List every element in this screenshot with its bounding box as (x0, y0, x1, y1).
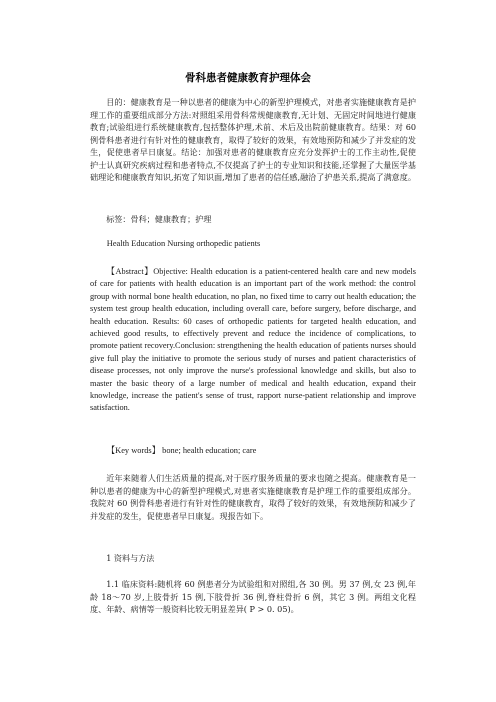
section-1-1-paragraph: 1.1 临床资料:随机将 60 例患者分为试验组和对照组,各 30 例。男 37 例,女 23 例,年龄 18～70 岁,上肢骨折 15 例,下肢骨折 36 例,脊柱骨折 6 例，其它 3 例。两组文化程度、年龄、病情等一般资料比较无明显差异( P > 0. 05)。 (90, 579, 416, 614)
introduction-paragraph: 近年来随着人们生活质量的提高,对于医疗服务质量的要求也随之提高。健康教育是一种以患者的健康为中心的新型护理模式,对患者实施健康教育是护理工作的重要组成部分。我院对 60 例骨科患者进行有针对性的健康教育，取得了较好的效果，有效地预防和减少了并发症的发生，促使患者早日康复。现报告如下。 (90, 473, 416, 521)
abstract-chinese: 目的：健康教育是一种以患者的健康为中心的新型护理模式，对患者实施健康教育是护理工作的重要组成部分方法:对照组采用骨科常规健康教育,无计划、无固定时间地进行健康教育;试验组进行系统健康教育,包括整体护理,术前、术后及出院前健康教育。结果：对 60 例骨科患者进行有针对性的健康教育，取得了较好的效果，有效地预防和减少了并发症的发生，促使患者早日康复。结论：加强对患者的健康教育应充分发挥护士的工作主动性,促使护士认真研究疾病过程和患者特点,不仅提高了护士的专业知识和技能,还掌握了大量医学基础理论和健康教育知识,拓宽了知识面,增加了患者的信任感,融洽了护患关系,提高了满意度。 (90, 97, 416, 182)
section-heading-1: 1 资料与方法 (106, 553, 155, 563)
keywords-chinese: 标签：骨科；健康教育；护理 (106, 214, 212, 224)
english-title: Health Education Nursing orthopedic patients (106, 239, 261, 248)
abstract-english: 【Abstract】Objective: Health education is a patient-centered health care and new models of care for patients with health education is an important part of the work method: the control group with normal bone health education, no plan, no fixed time to carry out health education; the system test group health education, including overall care, before surgery, before discharge, and health education. Results: 60 cases of orthopedic patients for targeted health education, and achieved good results, to effectively prevent and reduce the incidence of complications, to promote patient recovery.Conclusion: strengthening the health education of patients nurses should give full play the initiative to promote the serious study of nurses and patient characteristics of disease processes, not only improve the nurse's professional knowledge and skills, but also to master the basic theory of a large number of medical and health education, expand their knowledge, increase the patient's sense of trust, rapport nurse-patient relationship and improve satisfaction. (90, 267, 416, 413)
paper-title: 骨科患者健康教育护理体会 (185, 72, 311, 84)
keywords-english: 【Key words】 bone; health education; care (106, 446, 257, 455)
